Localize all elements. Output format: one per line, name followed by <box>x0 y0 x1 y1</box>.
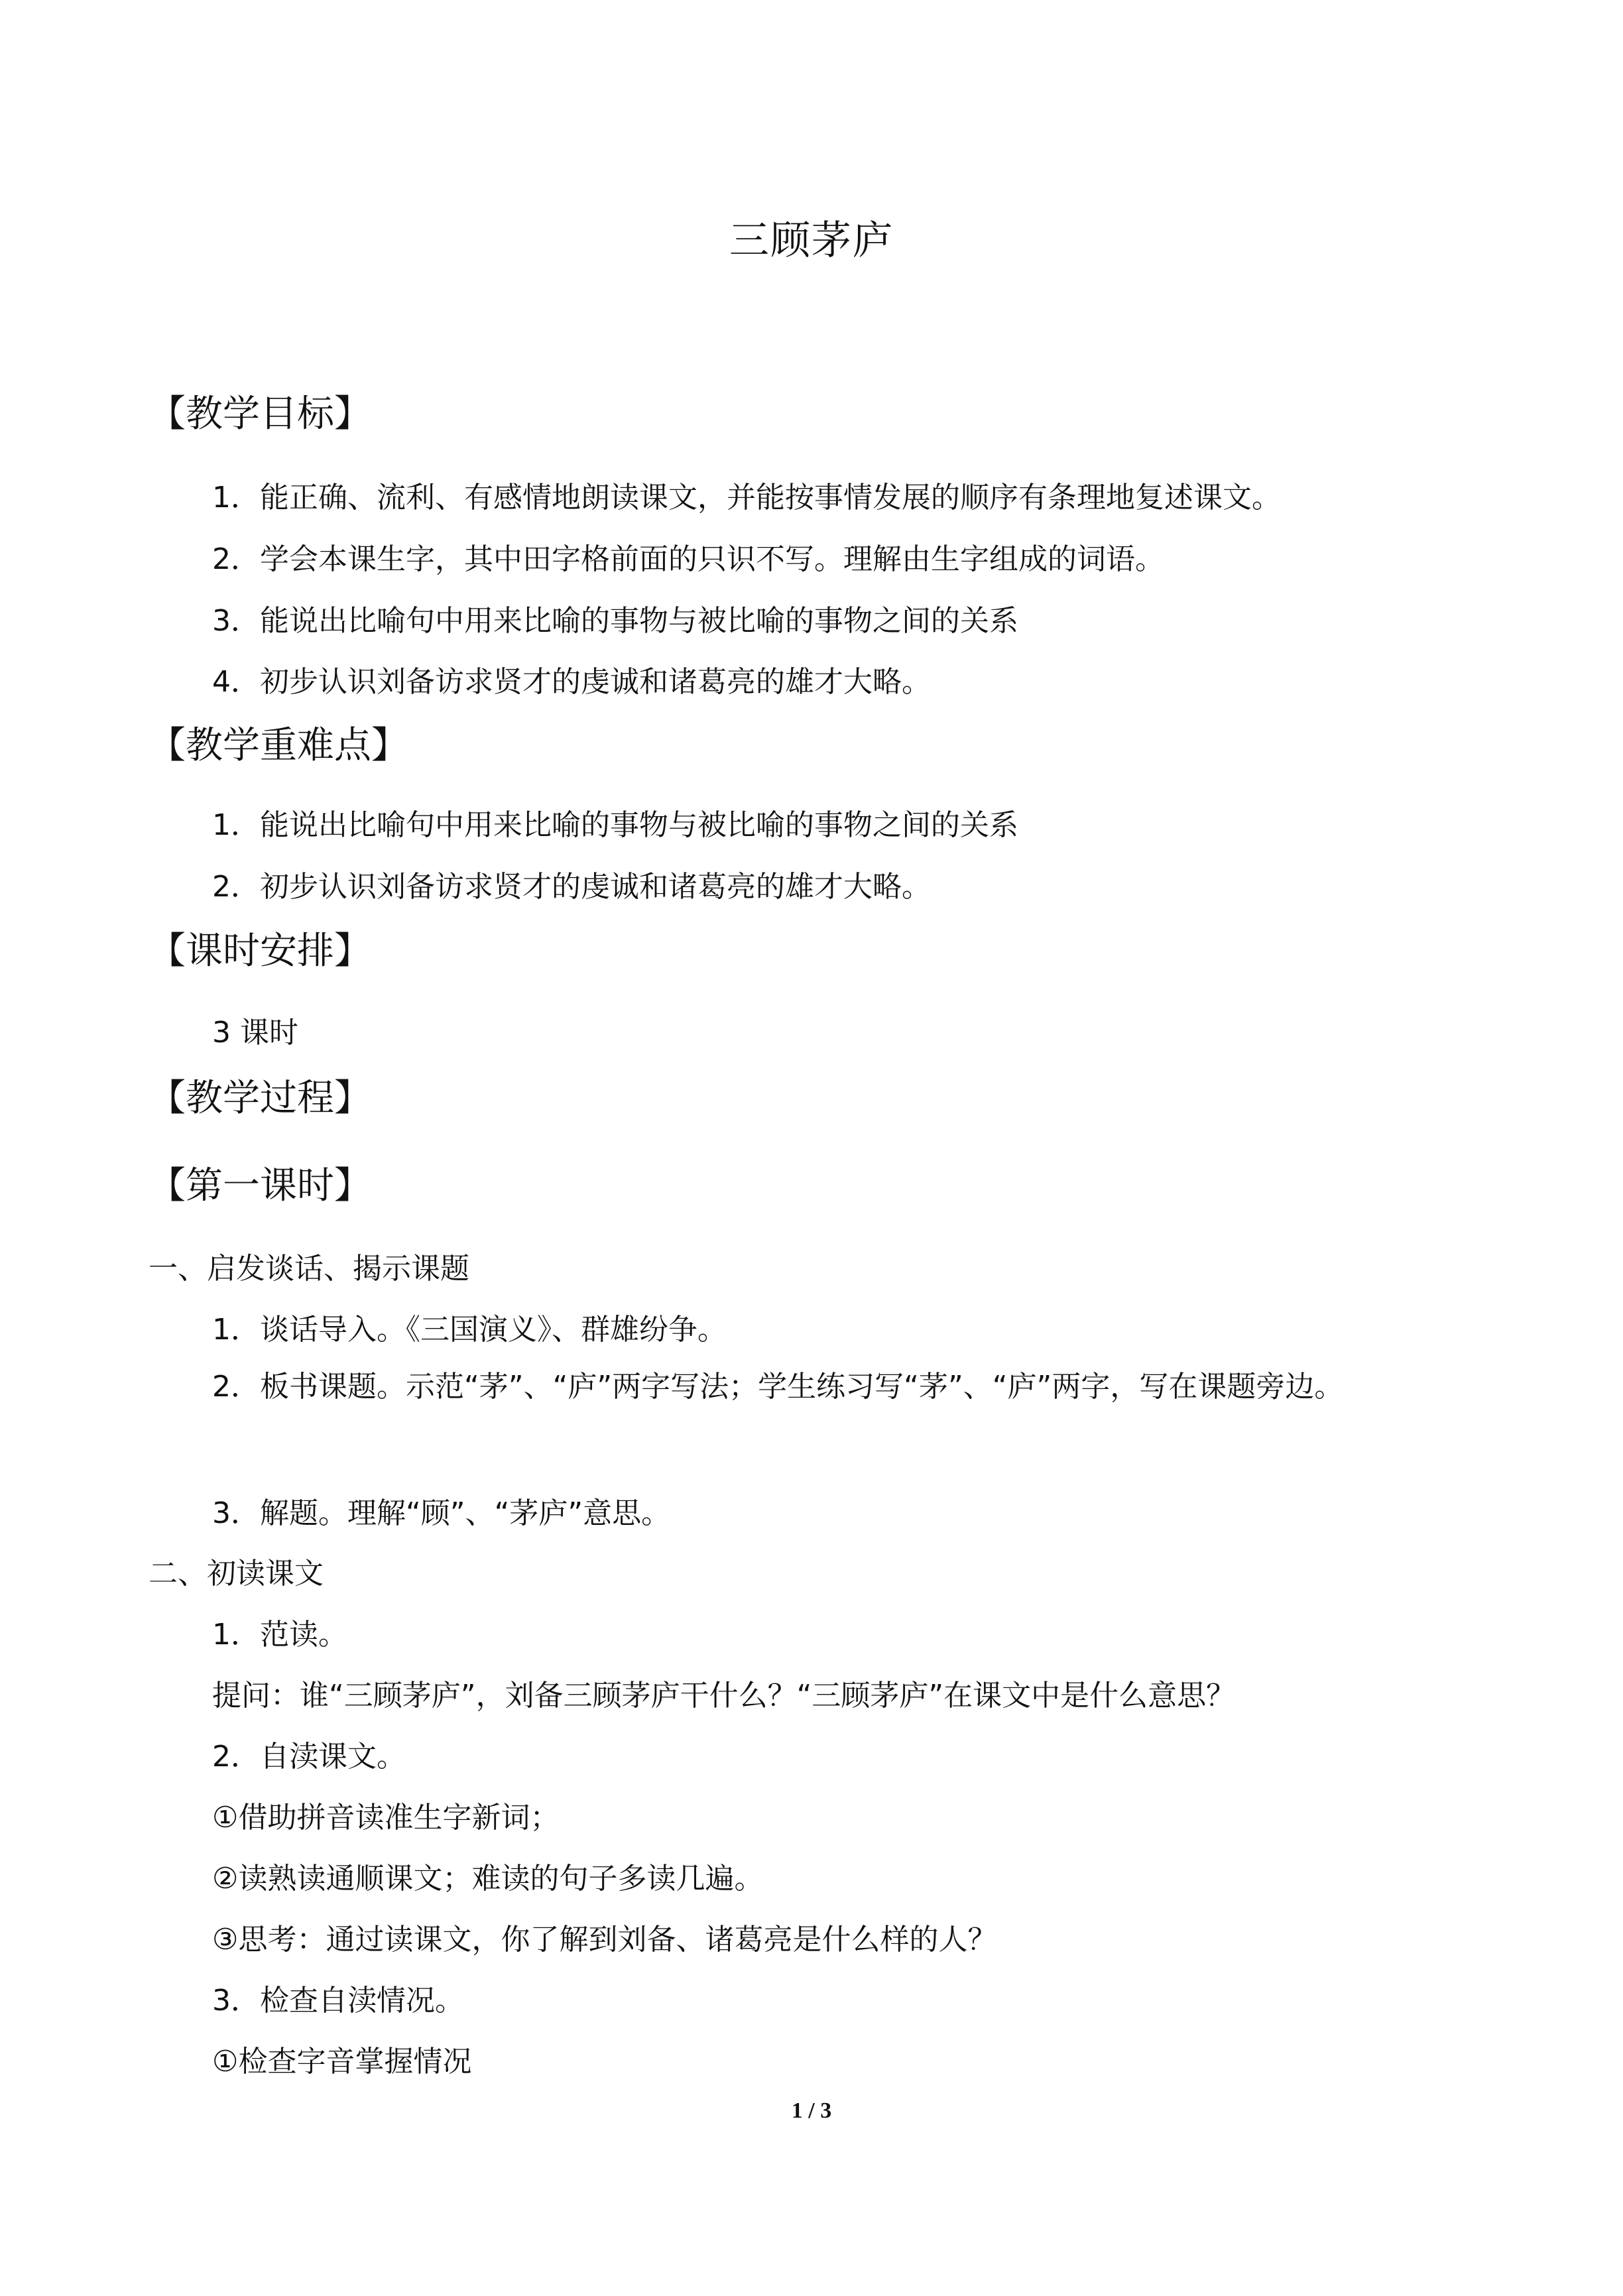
part1-step1: 1．谈话导入。《三国演义》、群雄纷争。 <box>212 1313 727 1347</box>
page-number: 1 / 3 <box>791 2098 832 2123</box>
page-title: 三顾茅庐 <box>729 217 894 264</box>
schedule-heading: 【课时安排】 <box>149 930 371 973</box>
schedule-text: 3 课时 <box>212 1016 298 1050</box>
objectives-heading: 【教学目标】 <box>149 393 371 436</box>
key-points-heading: 【教学重难点】 <box>149 724 408 767</box>
objective-item-4: 4．初步认识刘备访求贤才的虔诚和诸葛亮的雄才大略。 <box>212 665 931 699</box>
process-heading: 【教学过程】 <box>149 1077 371 1120</box>
key-point-item-2: 2．初步认识刘备访求贤才的虔诚和诸葛亮的雄才大略。 <box>212 870 931 904</box>
part2-sub4: ①检查字音掌握情况 <box>212 2045 472 2079</box>
part2-step3: 3．检查自渎情况。 <box>212 1984 464 2018</box>
part2-question: 提问：谁“三顾茅庐”，刘备三顾茅庐干什么？“三顾茅庐”在课文中是什么意思？ <box>212 1679 1236 1713</box>
objective-item-3: 3．能说出比喻句中用来比喻的事物与被比喻的事物之间的关系 <box>212 604 1018 638</box>
lesson1-heading: 【第一课时】 <box>149 1164 371 1207</box>
part2-sub2: ②读熟读通顺课文；难读的句子多读几遍。 <box>212 1862 764 1896</box>
objective-item-2: 2．学会本课生字，其中田字格前面的只识不写。理解由生字组成的词语。 <box>212 542 1164 576</box>
part2-step2: 2．自渎课文。 <box>212 1740 406 1774</box>
part1-title: 一、启发谈话、揭示课题 <box>149 1252 469 1286</box>
key-point-item-1: 1．能说出比喻句中用来比喻的事物与被比喻的事物之间的关系 <box>212 808 1018 842</box>
part2-sub3: ③思考：通过读课文，你了解到刘备、诸葛亮是什么样的人？ <box>212 1923 997 1957</box>
part2-sub1: ①借助拼音读准生字新词； <box>212 1801 560 1835</box>
part2-step1: 1．范读。 <box>212 1618 347 1652</box>
part2-title: 二、初读课文 <box>149 1557 324 1591</box>
part1-step2: 2．板书课题。示范“茅”、“庐”两字写法；学生练习写“茅”、“庐”两字，写在课题旁边。 <box>212 1370 1344 1404</box>
part1-step3: 3．解题。理解“顾”、“茅庐”意思。 <box>212 1496 671 1530</box>
objective-item-1: 1．能正确、流利、有感情地朗读课文，并能按事情发展的顺序有条理地复述课文。 <box>212 481 1281 514</box>
